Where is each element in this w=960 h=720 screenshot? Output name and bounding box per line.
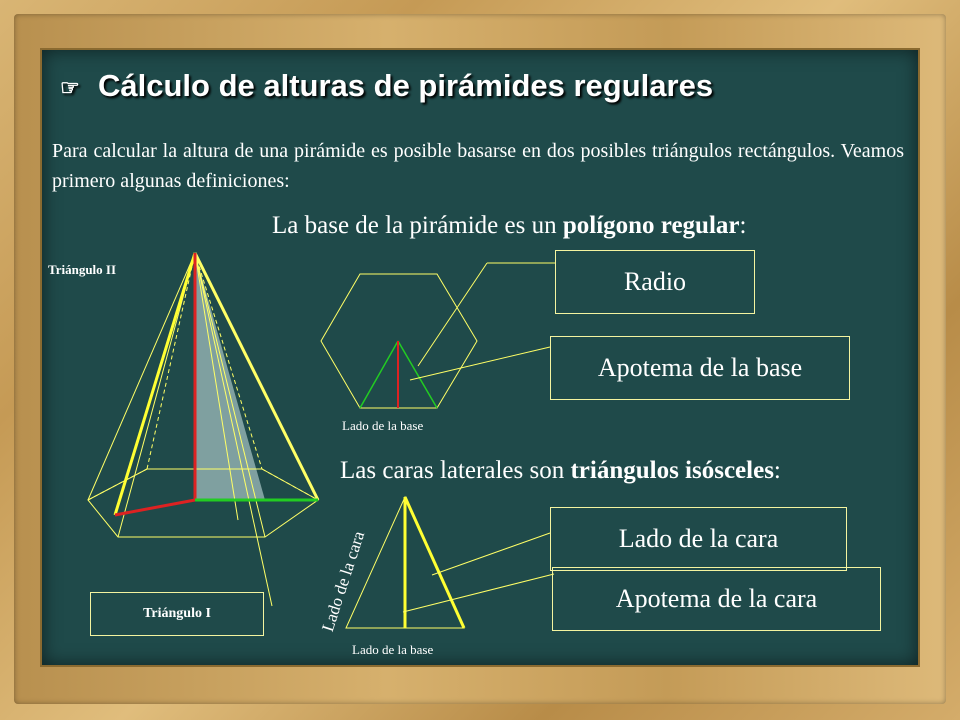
hexagon-diagram [321, 263, 555, 408]
face-side-box [550, 507, 847, 571]
face-apothem-box [552, 567, 881, 631]
base-apothem-label: Apotema de la base [597, 353, 803, 382]
triangle-one-label: Triángulo I [143, 606, 211, 621]
radius-label: Radio [623, 267, 687, 296]
base-apothem-box [550, 336, 850, 400]
hexagon-side-label: Lado de la base [342, 418, 424, 433]
triangle-one-box [90, 592, 264, 636]
radius-pointer [418, 263, 487, 366]
title-text: Cálculo de alturas de pirámides regulares [98, 68, 714, 103]
base-sentence: La base de la pirámide es un polígono regular: [272, 212, 747, 239]
face-base-label: Lado de la base [352, 642, 434, 657]
pyramid-diagram [88, 253, 318, 606]
triangle-two-label: Triángulo II [48, 262, 117, 277]
faces-sentence: Las caras laterales son triángulos isósceles: [340, 457, 781, 484]
face-side-vertical-label: Lado de la cara [318, 528, 369, 634]
base-apothem-pointer [410, 347, 550, 380]
triangle-two-fill [195, 253, 265, 500]
face-triangle-diagram [346, 497, 554, 628]
face-side-label: Lado de la cara [618, 524, 779, 553]
face-apothem-label: Apotema de la cara [615, 584, 818, 613]
radius-box [555, 250, 755, 314]
intro-paragraph: Para calcular la altura de una pirámide es posible basarse en dos posibles triángulos rectángulos. Veamos primero algunas definiciones: [52, 140, 904, 192]
face-side-pointer [432, 533, 550, 575]
hand-pointer-icon: ☞ [60, 74, 80, 100]
face-apothem-pointer [403, 574, 554, 612]
